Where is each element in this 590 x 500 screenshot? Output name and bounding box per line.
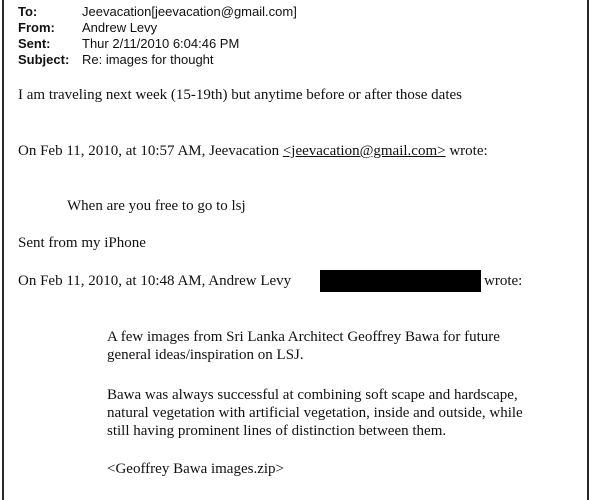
paragraph-1 [107, 328, 500, 364]
to-row [18, 4, 297, 20]
quote-header-2-suffix: wrote: [484, 273, 523, 289]
question-line: When are you free to go to lsj [67, 198, 246, 214]
quote-header-1 [18, 142, 488, 161]
to-label: To: [18, 4, 38, 19]
paragraph-1-line-1: A few images from Sri Lanka Architect Geoffrey Bawa for future [107, 329, 500, 345]
subject-value: Re: images for thought [82, 52, 214, 67]
to-value: Jeevacation[jeevacation@gmail.com] [82, 4, 297, 19]
paragraph-2 [107, 386, 523, 440]
sent-row [18, 36, 297, 52]
signature-line: Sent from my iPhone [18, 235, 146, 251]
subject-row [18, 52, 297, 68]
subject-label: Subject: [18, 52, 70, 67]
quote-header-1-prefix: On Feb 11, 2010, at 10:57 AM, Jeevacation [18, 143, 283, 159]
quote-header-2: On Feb 11, 2010, at 10:48 AM, Andrew Levy [18, 273, 292, 289]
paragraph-2-line-1: Bawa was always successful at combining soft scape and hardscape, [107, 387, 518, 403]
from-row [18, 20, 297, 36]
sent-label: Sent: [18, 36, 51, 51]
from-label: From: [18, 20, 55, 35]
page-border-right [587, 0, 589, 500]
paragraph-2-line-2: natural vegetation with artificial vegetation, inside and outside, while [107, 405, 523, 421]
paragraph-1-line-2: general ideas/inspiration on LSJ. [107, 347, 304, 363]
attachment-line[interactable]: <Geoffrey Bawa images.zip> [107, 461, 284, 477]
page-border-left [2, 0, 4, 500]
sent-value: Thur 2/11/2010 6:04:46 PM [82, 36, 240, 51]
paragraph-2-line-3: still having prominent lines of distinction between them. [107, 423, 447, 439]
reply-line: I am traveling next week (15-19th) but anytime before or after those dates [18, 87, 463, 103]
from-value: Andrew Levy [82, 20, 158, 35]
quote-header-1-suffix: wrote: [445, 143, 488, 159]
email-header [18, 4, 297, 68]
redaction-box [320, 270, 481, 292]
email-link[interactable]: <jeevacation@gmail.com> [282, 143, 446, 159]
